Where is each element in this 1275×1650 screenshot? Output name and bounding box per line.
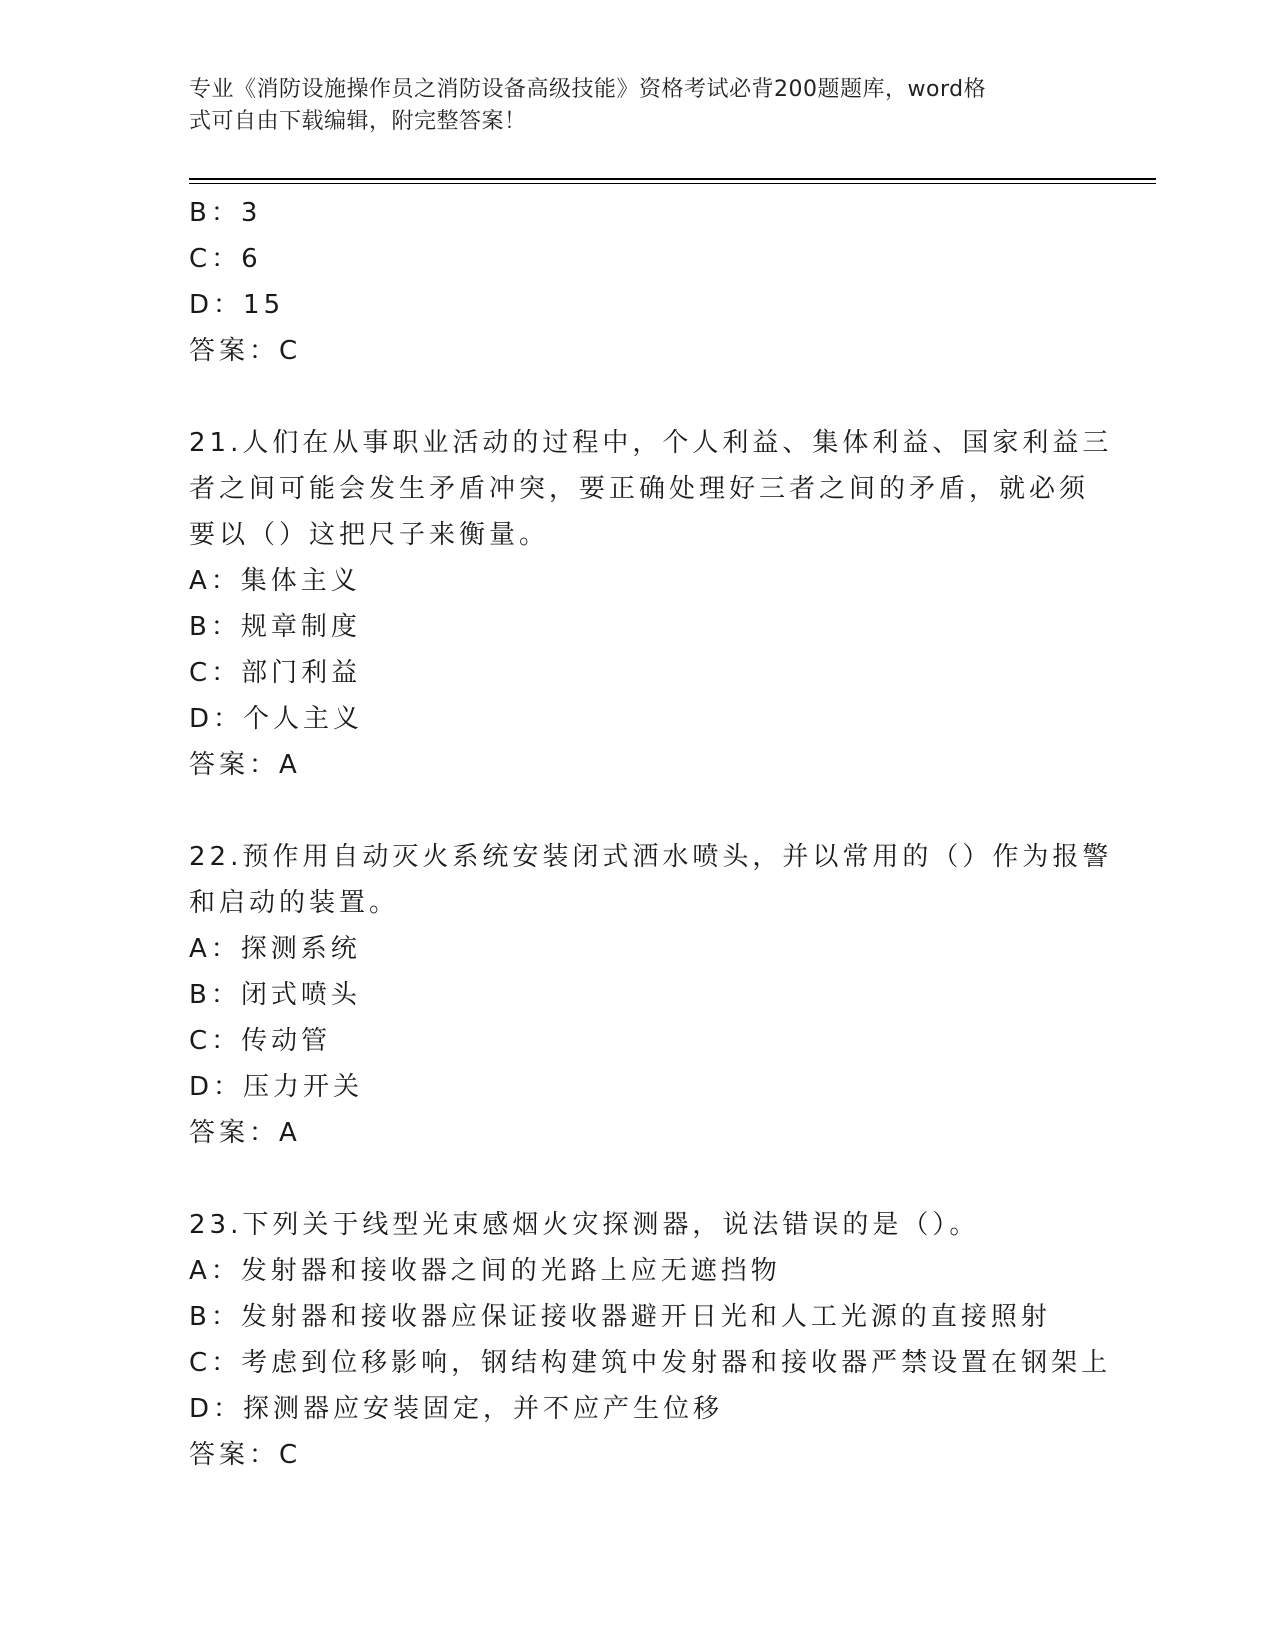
question-stem-line: 21.人们在从事职业活动的过程中，个人利益、集体利益、国家利益三 xyxy=(189,428,1113,458)
option-b: B：发射器和接收器应保证接收器避开日光和人工光源的直接照射 xyxy=(189,1302,1051,1332)
question-23 xyxy=(189,1202,1112,1478)
header-divider-thin xyxy=(189,183,1156,184)
question-spacer xyxy=(189,788,1089,834)
question-stem-line: 要以（）这把尺子来衡量。 xyxy=(189,520,550,550)
question-spacer xyxy=(189,1156,1089,1202)
answer-line: 答案：C xyxy=(189,1440,302,1470)
question-stem-line: 23.下列关于线型光束感烟火灾探测器，说法错误的是（）。 xyxy=(189,1210,980,1240)
question-stem-line: 和启动的装置。 xyxy=(189,888,400,918)
document-header xyxy=(189,74,1089,138)
option-b: B：规章制度 xyxy=(189,612,361,642)
header-line-2: 式可自由下载编辑，附完整答案！ xyxy=(189,109,527,134)
option-a: A：探测系统 xyxy=(189,934,361,964)
option-b: B：3 xyxy=(189,198,262,228)
option-c: C：考虑到位移影响，钢结构建筑中发射器和接收器严禁设置在钢架上 xyxy=(189,1348,1112,1378)
option-c: C：6 xyxy=(189,244,262,274)
header-divider-thick xyxy=(189,178,1156,180)
question-21 xyxy=(189,420,1113,788)
question-20-continued xyxy=(189,190,1089,374)
option-d: D：15 xyxy=(189,290,285,320)
option-a: A：发射器和接收器之间的光路上应无遮挡物 xyxy=(189,1256,781,1286)
option-c: C：传动管 xyxy=(189,1026,332,1056)
question-stem-line: 者之间可能会发生矛盾冲突，要正确处理好三者之间的矛盾，就必须 xyxy=(189,474,1090,504)
answer-line: 答案：C xyxy=(189,336,302,366)
option-b: B：闭式喷头 xyxy=(189,980,361,1010)
option-d: D：个人主义 xyxy=(189,704,364,734)
question-list xyxy=(189,190,1113,1478)
option-d: D：压力开关 xyxy=(189,1072,364,1102)
answer-line: 答案：A xyxy=(189,750,301,780)
option-c: C：部门利益 xyxy=(189,658,362,688)
question-22 xyxy=(189,834,1113,1156)
option-a: A：集体主义 xyxy=(189,566,361,596)
option-d: D：探测器应安装固定，并不应产生位移 xyxy=(189,1394,724,1424)
question-stem-line: 22.预作用自动灭火系统安装闭式洒水喷头，并以常用的（）作为报警 xyxy=(189,842,1113,872)
answer-line: 答案：A xyxy=(189,1118,301,1148)
question-spacer xyxy=(189,374,1089,420)
header-line-1: 专业《消防设施操作员之消防设备高级技能》资格考试必背200题题库，word格 xyxy=(189,77,987,102)
